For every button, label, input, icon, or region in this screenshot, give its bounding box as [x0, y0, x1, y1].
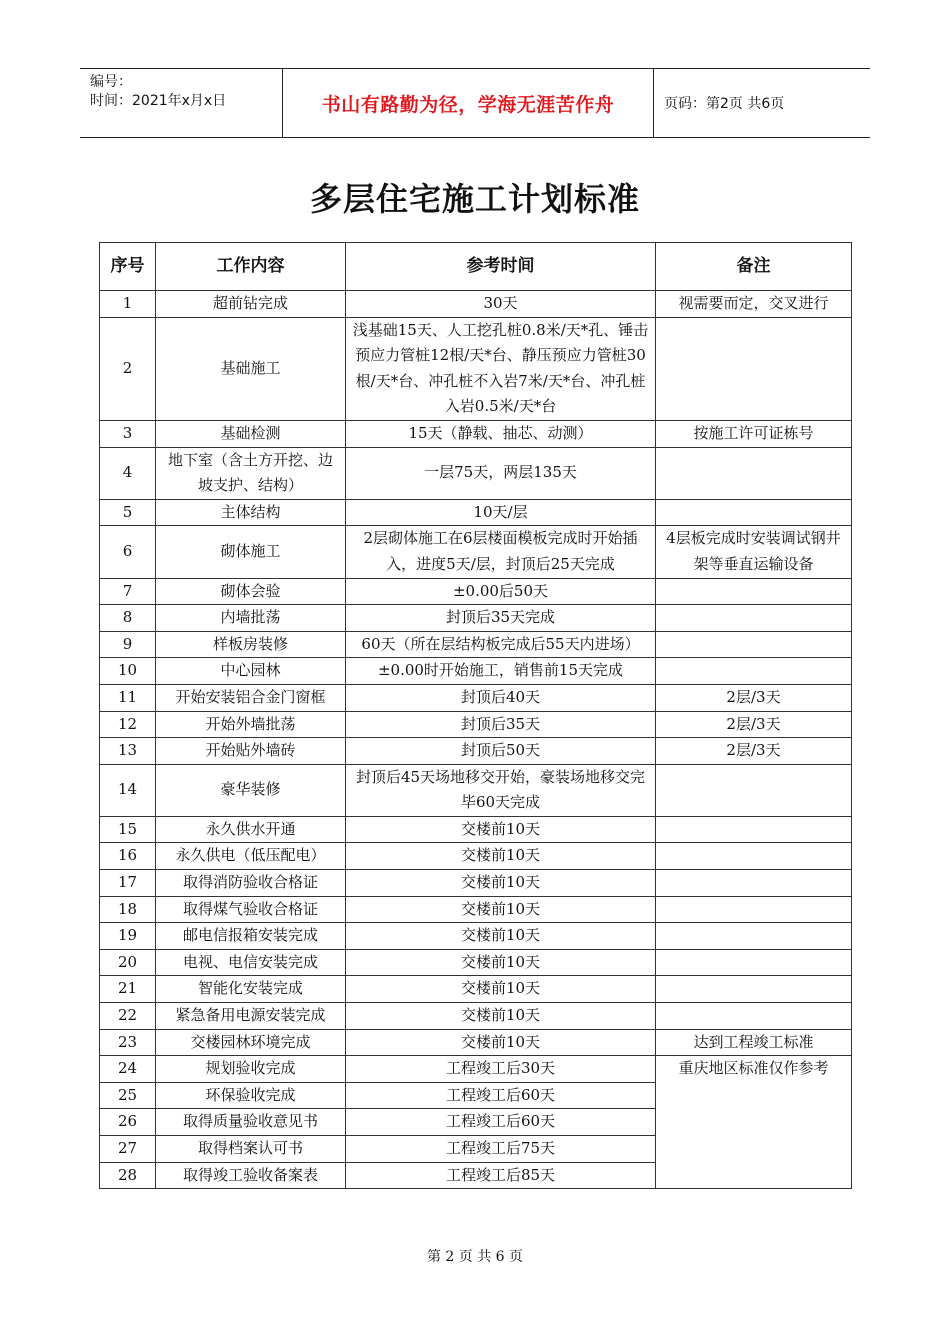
table-row [100, 764, 852, 816]
row-time: 交楼前10天 [346, 949, 656, 976]
row-number: 27 [100, 1136, 156, 1163]
row-time: 工程竣工后30天 [346, 1056, 656, 1083]
row-task: 交楼园林环境完成 [156, 1029, 346, 1056]
row-task: 电视、电信安装完成 [156, 949, 346, 976]
row-time: 工程竣工后60天 [346, 1109, 656, 1136]
page-header [80, 68, 870, 138]
row-task: 取得煤气验收合格证 [156, 896, 346, 923]
row-note: 视需要而定，交叉进行 [656, 291, 852, 318]
table-row [100, 1003, 852, 1030]
table-row [100, 658, 852, 685]
row-number: 16 [100, 843, 156, 870]
row-number: 5 [100, 499, 156, 526]
row-number: 21 [100, 976, 156, 1003]
row-task: 开始外墙批荡 [156, 711, 346, 738]
schedule-table [99, 242, 852, 1189]
row-time: 封顶后35天完成 [346, 605, 656, 632]
row-task: 地下室（含土方开挖、边坡支护、结构） [156, 447, 346, 499]
column-header-note: 备注 [656, 243, 852, 291]
table-body [100, 291, 852, 1189]
table-row [100, 499, 852, 526]
row-task: 紧急备用电源安装完成 [156, 1003, 346, 1030]
row-note [656, 816, 852, 843]
row-time: 封顶后40天 [346, 684, 656, 711]
row-time: 封顶后35天 [346, 711, 656, 738]
row-note [656, 896, 852, 923]
row-note: 达到工程竣工标准 [656, 1029, 852, 1056]
row-number: 28 [100, 1162, 156, 1189]
table-row [100, 578, 852, 605]
row-task: 邮电信报箱安装完成 [156, 923, 346, 950]
row-time: 交楼前10天 [346, 1029, 656, 1056]
table-row [100, 870, 852, 897]
row-task: 超前钻完成 [156, 291, 346, 318]
row-time: 工程竣工后85天 [346, 1162, 656, 1189]
row-note [656, 949, 852, 976]
row-task: 豪华装修 [156, 764, 346, 816]
row-note [656, 923, 852, 950]
row-time: 交楼前10天 [346, 816, 656, 843]
row-task: 开始安装铝合金门窗框 [156, 684, 346, 711]
row-note [656, 658, 852, 685]
row-note: 2层/3天 [656, 711, 852, 738]
table-row [100, 896, 852, 923]
table-header-row [100, 243, 852, 291]
table-row [100, 317, 852, 420]
row-task: 开始贴外墙砖 [156, 738, 346, 765]
row-number: 15 [100, 816, 156, 843]
column-header-no: 序号 [100, 243, 156, 291]
row-task: 取得档案认可书 [156, 1136, 346, 1163]
row-number: 13 [100, 738, 156, 765]
row-time: 封顶后50天 [346, 738, 656, 765]
row-task: 内墙批荡 [156, 605, 346, 632]
row-task: 取得质量验收意见书 [156, 1109, 346, 1136]
table-row [100, 447, 852, 499]
page-footer: 第 2 页 共 6 页 [426, 1249, 524, 1265]
row-task: 永久供电（低压配电） [156, 843, 346, 870]
motto: 书山有路勤为径，学海无涯苦作舟 [321, 93, 615, 116]
table-row [100, 631, 852, 658]
document-number: 编号： [90, 74, 132, 90]
row-number: 20 [100, 949, 156, 976]
row-time: 2层砌体施工在6层楼面模板完成时开始插入，进度5天/层，封顶后25天完成 [346, 526, 656, 578]
row-note [656, 447, 852, 499]
row-time: 交楼前10天 [346, 843, 656, 870]
table-row [100, 923, 852, 950]
table-row [100, 738, 852, 765]
table-row [100, 843, 852, 870]
table-row [100, 291, 852, 318]
row-number: 3 [100, 420, 156, 447]
row-task: 砌体施工 [156, 526, 346, 578]
row-note: 2层/3天 [656, 738, 852, 765]
row-time: 15天（静载、抽芯、动测） [346, 420, 656, 447]
row-number: 6 [100, 526, 156, 578]
column-header-time: 参考时间 [346, 243, 656, 291]
header-page-cell [654, 69, 870, 137]
row-note [656, 843, 852, 870]
row-note [656, 605, 852, 632]
row-number: 17 [100, 870, 156, 897]
row-note [656, 976, 852, 1003]
row-task: 基础施工 [156, 317, 346, 420]
table-row [100, 949, 852, 976]
row-number: 14 [100, 764, 156, 816]
row-time: 工程竣工后60天 [346, 1082, 656, 1109]
row-number: 11 [100, 684, 156, 711]
row-note [656, 1003, 852, 1030]
row-task: 智能化安装完成 [156, 976, 346, 1003]
row-task: 取得消防验收合格证 [156, 870, 346, 897]
column-header-task: 工作内容 [156, 243, 346, 291]
row-task: 取得竣工验收备案表 [156, 1162, 346, 1189]
header-meta [80, 69, 283, 137]
table-row [100, 1029, 852, 1056]
row-time: 交楼前10天 [346, 976, 656, 1003]
row-number: 18 [100, 896, 156, 923]
row-time: 10天/层 [346, 499, 656, 526]
row-time: 30天 [346, 291, 656, 318]
row-note [656, 499, 852, 526]
row-time: 交楼前10天 [346, 923, 656, 950]
row-number: 4 [100, 447, 156, 499]
row-number: 8 [100, 605, 156, 632]
row-note [656, 764, 852, 816]
row-task: 主体结构 [156, 499, 346, 526]
row-note: 重庆地区标准仅作参考 [656, 1056, 852, 1189]
row-task: 环保验收完成 [156, 1082, 346, 1109]
table-row [100, 684, 852, 711]
row-number: 26 [100, 1109, 156, 1136]
row-number: 7 [100, 578, 156, 605]
row-number: 22 [100, 1003, 156, 1030]
row-task: 永久供水开通 [156, 816, 346, 843]
row-time: 交楼前10天 [346, 896, 656, 923]
row-number: 24 [100, 1056, 156, 1083]
row-note [656, 870, 852, 897]
row-time: 交楼前10天 [346, 1003, 656, 1030]
row-number: 23 [100, 1029, 156, 1056]
row-time: 封顶后45天场地移交开始，豪装场地移交完毕60天完成 [346, 764, 656, 816]
table-row [100, 526, 852, 578]
document-date: 时间：2021年x月x日 [90, 93, 227, 109]
row-time: ±0.00时开始施工，销售前15天完成 [346, 658, 656, 685]
row-number: 1 [100, 291, 156, 318]
row-task: 基础检测 [156, 420, 346, 447]
row-task: 样板房装修 [156, 631, 346, 658]
page-info: 页码：第2页 共6页 [664, 96, 785, 112]
row-note [656, 317, 852, 420]
row-time: 交楼前10天 [346, 870, 656, 897]
row-note [656, 631, 852, 658]
row-number: 10 [100, 658, 156, 685]
row-task: 中心园林 [156, 658, 346, 685]
row-time: ±0.00后50天 [346, 578, 656, 605]
table-row [100, 420, 852, 447]
row-time: 工程竣工后75天 [346, 1136, 656, 1163]
row-task: 规划验收完成 [156, 1056, 346, 1083]
row-time: 浅基础15天、人工挖孔桩0.8米/天*孔、锤击预应力管桩12根/天*台、静压预应力管桩30根/天*台、冲孔桩不入岩7米/天*台、冲孔桩入岩0.5米/天*台 [346, 317, 656, 420]
table-row [100, 816, 852, 843]
table-row [100, 711, 852, 738]
row-number: 25 [100, 1082, 156, 1109]
row-time: 60天（所在层结构板完成后55天内进场） [346, 631, 656, 658]
row-note: 按施工许可证栋号 [656, 420, 852, 447]
table-row [100, 1056, 852, 1083]
row-note: 2层/3天 [656, 684, 852, 711]
row-number: 19 [100, 923, 156, 950]
row-note [656, 578, 852, 605]
table-row [100, 605, 852, 632]
document-title: 多层住宅施工计划标准 [309, 180, 640, 218]
row-number: 2 [100, 317, 156, 420]
row-note: 4层板完成时安装调试钢井架等垂直运输设备 [656, 526, 852, 578]
row-time: 一层75天，两层135天 [346, 447, 656, 499]
row-number: 9 [100, 631, 156, 658]
table-row [100, 976, 852, 1003]
header-motto-cell [283, 69, 654, 137]
row-number: 12 [100, 711, 156, 738]
row-task: 砌体会验 [156, 578, 346, 605]
